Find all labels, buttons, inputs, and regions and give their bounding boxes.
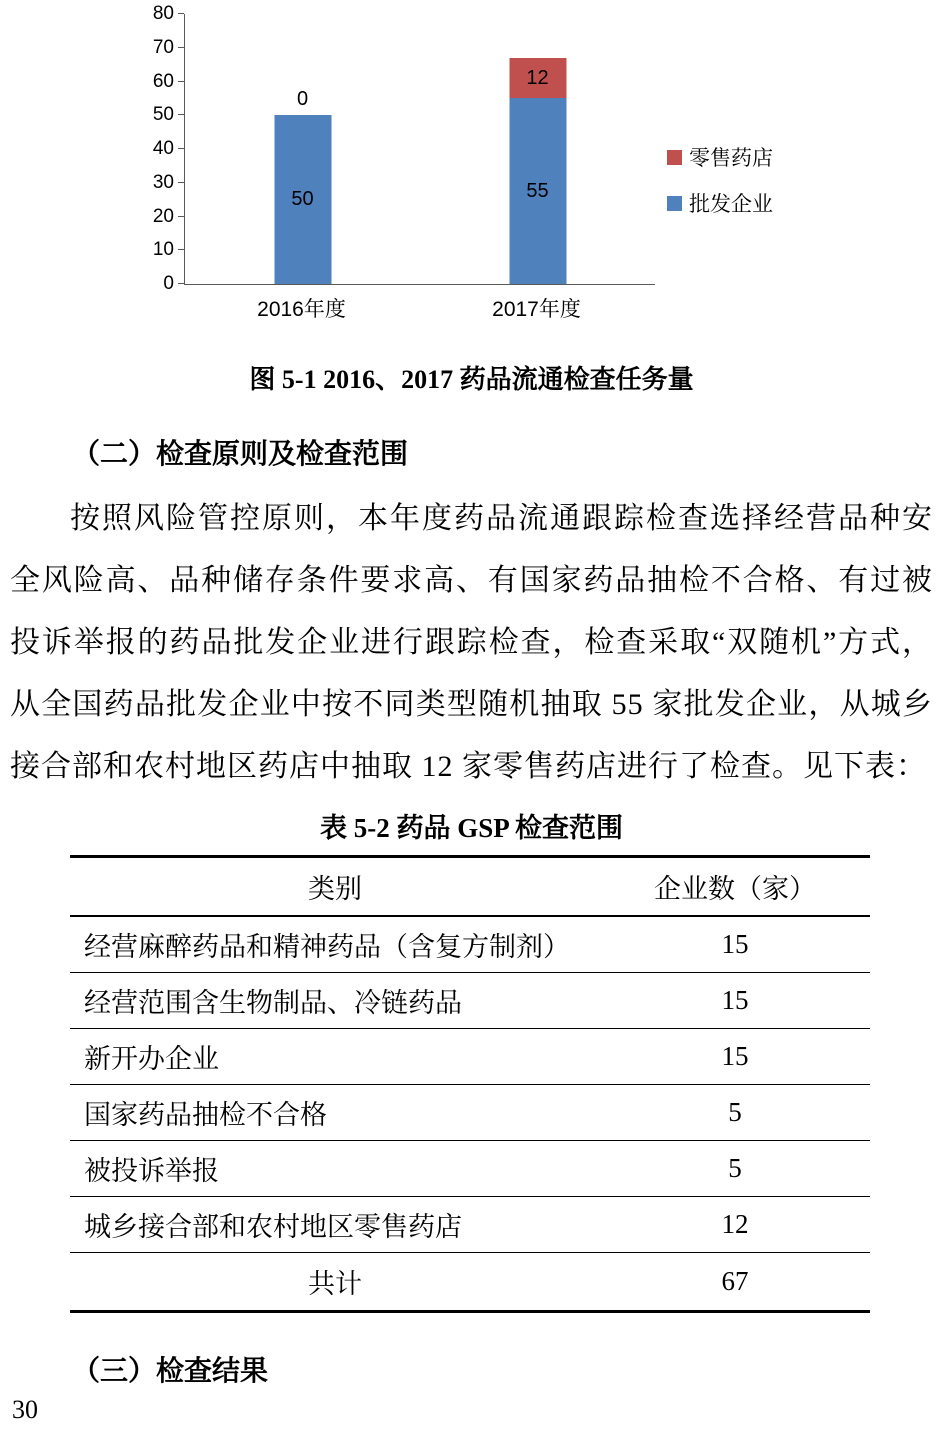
total-label: 共计 bbox=[308, 1269, 362, 1299]
category-cell: 新开办企业 bbox=[84, 1044, 219, 1074]
table-row bbox=[70, 916, 870, 973]
chart-plot bbox=[184, 14, 655, 285]
inspection-scope-table bbox=[70, 855, 870, 1313]
x-category-label: 2016年度 bbox=[257, 298, 346, 321]
bar-segment: 55 bbox=[509, 98, 566, 284]
bar-group bbox=[185, 14, 420, 284]
section-heading-2: （二）检查原则及检查范围 bbox=[72, 439, 409, 470]
y-tick-label: 60 bbox=[152, 70, 174, 92]
x-axis-labels bbox=[184, 285, 654, 323]
legend-label: 批发企业 bbox=[689, 193, 773, 216]
table-header-row bbox=[70, 857, 870, 917]
y-tick-label: 30 bbox=[152, 171, 174, 193]
table-head bbox=[70, 857, 870, 917]
count-cell: 15 bbox=[721, 985, 749, 1015]
legend-swatch bbox=[667, 196, 682, 211]
header-category: 类别 bbox=[308, 874, 362, 904]
x-category-label: 2017年度 bbox=[492, 298, 581, 321]
category-cell: 被投诉举报 bbox=[84, 1156, 219, 1186]
body-paragraph: 按照风险管控原则，本年度药品流通跟踪检查选择经营品种安全风险高、品种储存条件要求高、有国家药品抽检不合格、有过被投诉举报的药品批发企业进行跟踪检查，检查采取“双随机”方式，从全国药品批发企业中按不同类型随机抽取 55 家批发企业，从城乡接合部和农村地区药店中抽取 12 家零售药店进行了检查。见下表： bbox=[10, 502, 933, 783]
table-foot bbox=[70, 1253, 870, 1312]
bar-zero-label: 0 bbox=[296, 88, 309, 111]
count-cell: 5 bbox=[728, 1097, 742, 1127]
table-row bbox=[70, 1197, 870, 1253]
count-cell: 5 bbox=[728, 1153, 742, 1183]
table-row bbox=[70, 1029, 870, 1085]
total-value: 67 bbox=[721, 1266, 749, 1296]
y-tick-label: 70 bbox=[152, 36, 174, 58]
chart-left bbox=[140, 3, 655, 323]
y-tick-label: 20 bbox=[152, 205, 174, 227]
bar-segment: 50 bbox=[274, 115, 331, 284]
y-tick-label: 10 bbox=[152, 239, 174, 261]
chart-row bbox=[140, 3, 655, 294]
legend-item bbox=[667, 188, 773, 218]
table-total-row bbox=[70, 1253, 870, 1312]
table-row bbox=[70, 1085, 870, 1141]
category-cell: 城乡接合部和农村地区零售药店 bbox=[84, 1212, 462, 1242]
count-cell: 12 bbox=[721, 1209, 749, 1239]
category-cell: 经营麻醉药品和精神药品（含复方制剂） bbox=[84, 932, 570, 962]
y-tick-label: 50 bbox=[152, 104, 174, 126]
table-row bbox=[70, 1141, 870, 1197]
y-axis bbox=[140, 3, 184, 294]
table-body bbox=[70, 916, 870, 1253]
header-count: 企业数（家） bbox=[654, 874, 816, 904]
figure-chart bbox=[0, 0, 943, 323]
page-number: 30 bbox=[12, 1395, 38, 1424]
y-tick-label: 80 bbox=[152, 3, 174, 24]
count-cell: 15 bbox=[721, 1041, 749, 1071]
section-heading-3: （三）检查结果 bbox=[72, 1356, 269, 1387]
chart-legend bbox=[667, 142, 773, 218]
category-cell: 国家药品抽检不合格 bbox=[84, 1100, 327, 1130]
table-row bbox=[70, 973, 870, 1029]
bar-group bbox=[420, 14, 655, 284]
table-title: 表 5-2 药品 GSP 检查范围 bbox=[319, 813, 623, 843]
legend-label: 零售药店 bbox=[689, 147, 773, 170]
legend-item bbox=[667, 142, 773, 172]
bar-segment: 12 bbox=[509, 58, 566, 99]
y-tick-label: 0 bbox=[163, 273, 174, 294]
legend-swatch bbox=[667, 150, 682, 165]
count-cell: 15 bbox=[721, 929, 749, 959]
figure-caption: 图 5-1 2016、2017 药品流通检查任务量 bbox=[249, 365, 694, 394]
category-cell: 经营范围含生物制品、冷链药品 bbox=[84, 988, 462, 1018]
y-tick-label: 40 bbox=[152, 138, 174, 159]
